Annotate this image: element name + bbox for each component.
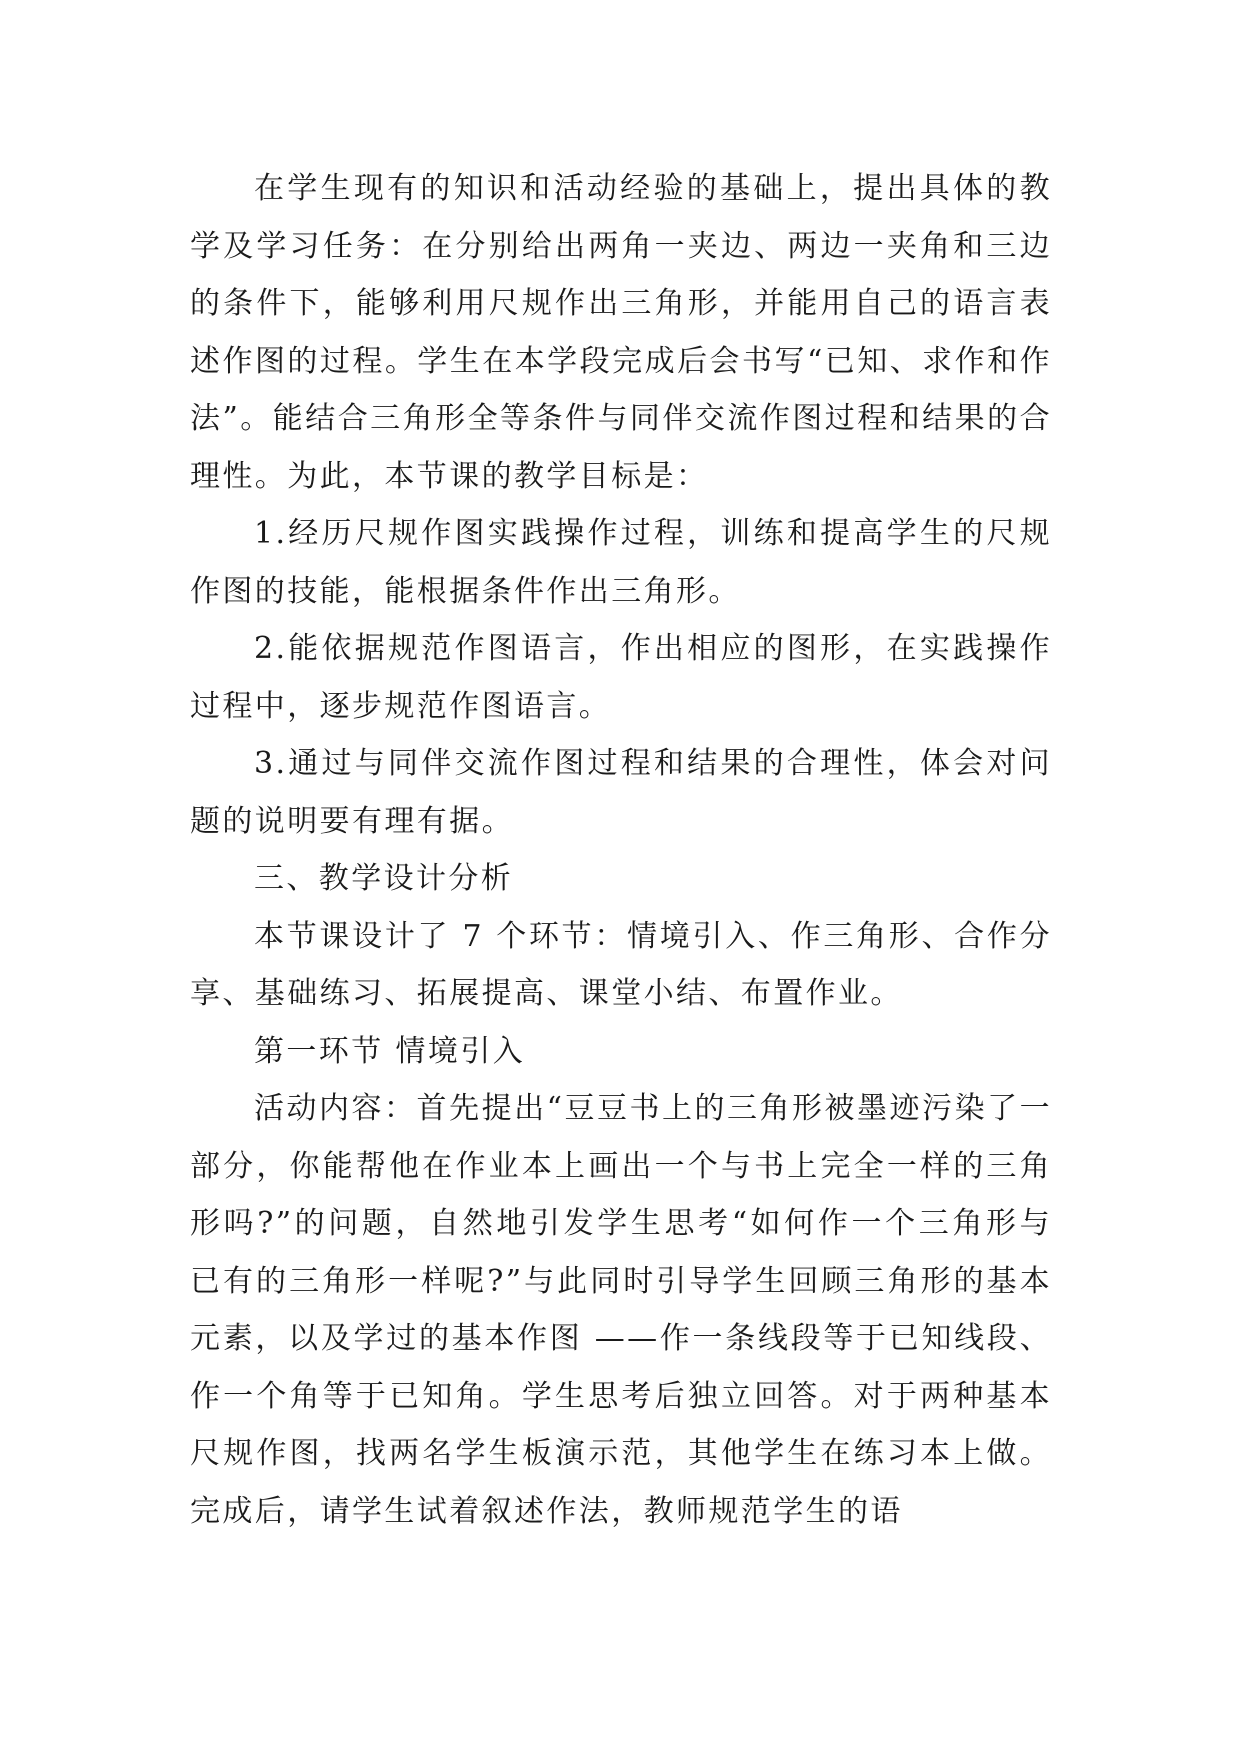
paragraph-activity: 活动内容：首先提出“豆豆书上的三角形被墨迹污染了一部分，你能帮他在作业本上画出一个与书上完全一样的三角形吗?”的问题，自然地引发学生思考“如何作一个三角形与已有的三角形一样呢?”与此同时引导学生回顾三角形的基本元素，以及学过的基本作图 ——作一条线段等于已知线段、作一个角等于已知角。学生思考后独立回答。对于两种基本尺规作图，找两名学生板演示范，其他学生在练习本上做。完成后，请学生试着叙述作法，教师规范学生的语 (190, 1091, 1052, 1529)
paragraph-objective-1: 1.经历尺规作图实践操作过程，训练和提高学生的尺规作图的技能，能根据条件作出三角形。 (190, 516, 1052, 609)
paragraph-objective-3: 3.通过与同伴交流作图过程和结果的合理性，体会对问题的说明要有理有据。 (190, 746, 1052, 839)
paragraph-design-overview: 本节课设计了 7 个环节：情境引入、作三角形、合作分享、基础练习、拓展提高、课堂小结、布置作业。 (190, 918, 1052, 1011)
paragraph-objective-2: 2.能依据规范作图语言，作出相应的图形，在实践操作过程中，逐步规范作图语言。 (190, 631, 1052, 724)
paragraph-intro: 在学生现有的知识和活动经验的基础上，提出具体的教学及学习任务：在分别给出两角一夹边、两边一夹角和三边的条件下，能够利用尺规作出三角形，并能用自己的语言表述作图的过程。学生在本学段完成后会书写“已知、求作和作法”。能结合三角形全等条件与同伴交流作图过程和结果的合理性。为此，本节课的教学目标是： (190, 171, 1052, 494)
document-body (190, 160, 1052, 1540)
section-heading: 三、教学设计分析 (254, 861, 514, 896)
subsection-heading: 第一环节 情境引入 (254, 1033, 526, 1069)
